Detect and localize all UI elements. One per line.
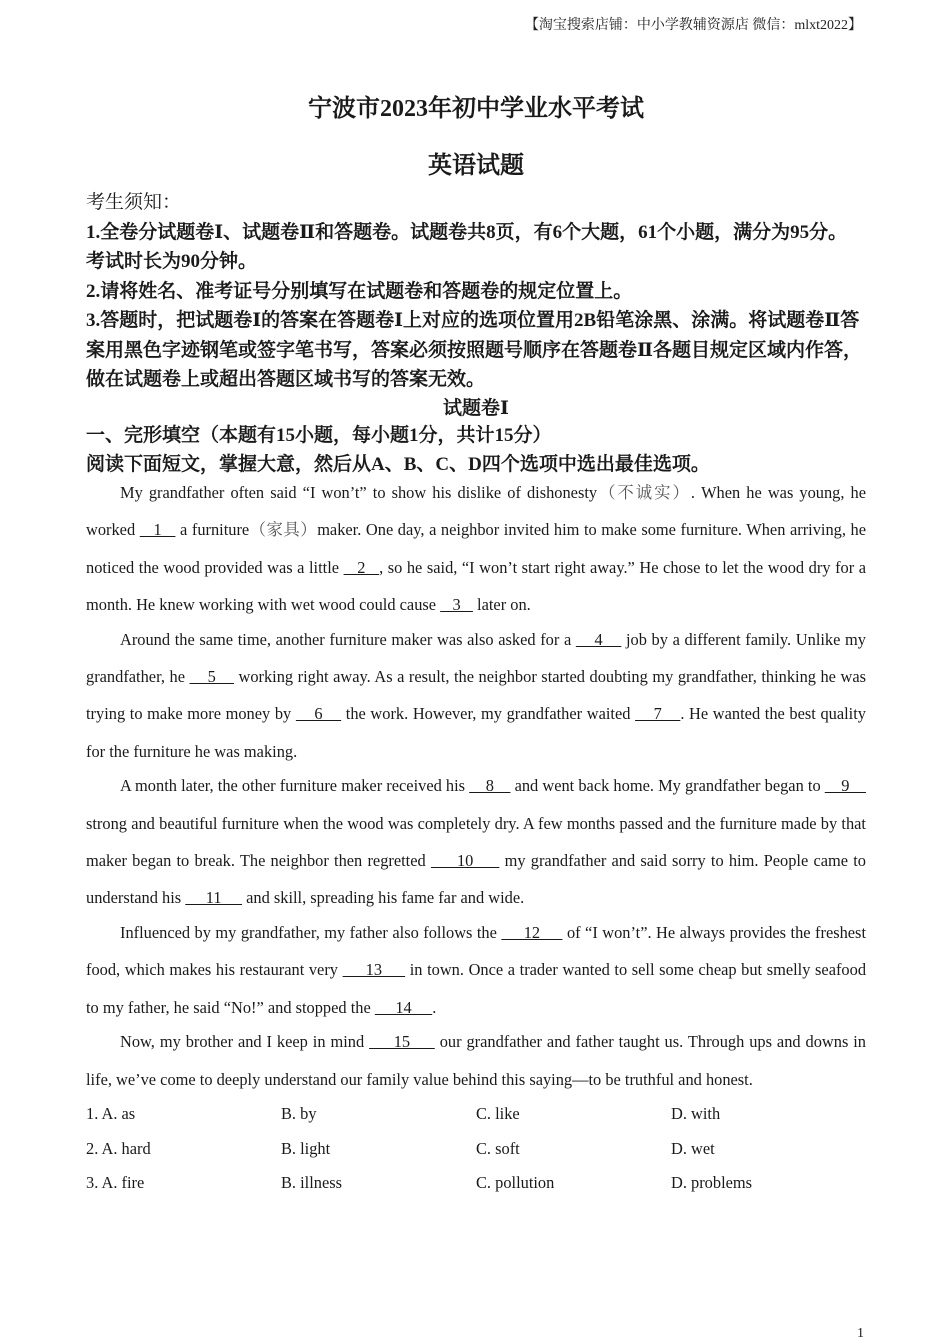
option-a: 3. A. fire [86,1173,145,1193]
cloze-blank: 14 [374,997,433,1017]
text-run: in town. Once a trader wanted to sell some cheap but smelly seafood to my father, he said “No!” and stopped the [86,960,867,1017]
cloze-blank: 4 [575,629,622,649]
section-label: 试题卷Ⅰ [443,398,509,419]
notice-item: 2.请将姓名、准考证号分别填写在试题卷和答题卷的规定位置上。 [86,280,633,302]
text-run: . When he was young, he worked [86,483,867,540]
cloze-blank: 8 [469,776,511,796]
passage-paragraph-4 [86,914,866,1026]
text-run: my grandfather and said sorry to him. People came to understand his [86,851,866,908]
header-note: 【淘宝搜索店铺：中小学教辅资源店 微信：mlxt2022】 [524,18,862,33]
option-row [86,1132,866,1167]
cloze-blank: 9 [824,776,866,796]
text-run: A month later, the other furniture maker received his [120,776,470,796]
text-run: . He wanted the best quality for the furniture he was making. [86,704,866,761]
answer-options [86,1097,866,1201]
option-c: C. pollution [476,1173,555,1193]
cloze-blank: 13 [342,960,406,980]
text-run: . [432,997,437,1017]
text-run: Influenced by my grandfather, my father also follows the [120,922,502,942]
option-row [86,1097,866,1132]
text-run: My grandfather often said “I won’t” to show his dislike of dishonesty [120,483,598,502]
passage-paragraph-2 [86,621,866,771]
text-run: working right away. As a result, the neighbor started doubting my grandfather, thinking he was trying to make more money by [86,667,866,724]
passage-paragraph-5 [86,1023,866,1098]
option-c: C. soft [476,1138,520,1158]
passage-paragraph-3 [86,767,866,917]
cloze-blank: 6 [295,704,342,724]
text-run: Now, my brother and I keep in mind [120,1032,370,1052]
cloze-blank: 5 [189,667,234,687]
part-title: 一、完形填空（本题有15小题，每小题1分，共计15分） [86,425,552,446]
option-d: D. with [671,1104,721,1124]
cloze-blank: 15 [369,1032,435,1052]
text-run: and skill, spreading his fame far and wide. [242,888,525,908]
cloze-blank: 7 [635,704,681,724]
notice-item: 1.全卷分试题卷Ⅰ、试题卷Ⅱ和答题卷。试题卷共8页，有6个大题，61个小题，满分为95分。考试时长为90分钟。 [86,221,848,272]
part-instruction: 阅读下面短文，掌握大意，然后从A、B、C、D四个选项中选出最佳选项。 [86,454,710,475]
text-run: Around the same time, another furniture maker was also asked for a [120,629,576,649]
chinese-gloss: （不诚实） [597,483,691,502]
text-run: our grandfather and father taught us. Through ups and downs in life, we’ve come to deeply understand our family value behind this saying—to be truthful and honest. [86,1032,866,1089]
passage-paragraph-1 [86,474,866,624]
text-run: maker. One day, a neighbor invited him to make some furniture. When arriving, he noticed the wood provided was a little [86,520,867,577]
cloze-blank: 2 [343,557,380,577]
notice-heading: 考生须知： [86,192,182,213]
text-run: of “I won’t”. He always provides the freshest food, which makes his restaurant very [86,922,866,980]
cloze-blank: 3 [440,595,473,615]
exam-title: 宁波市2023年初中学业水平考试 [308,96,644,122]
cloze-blank: 12 [501,922,563,942]
option-b: B. by [281,1104,317,1124]
part-heading [86,421,866,479]
option-c: C. like [476,1104,520,1124]
cloze-blank: 10 [430,851,500,871]
text-run: , so he said, “I won’t start right away.” He chose to let the wood dry for a month. He knew working with wet wood could cause [86,557,866,615]
option-b: B. illness [281,1173,343,1193]
cloze-blank: 11 [185,888,243,908]
cloze-passage [86,474,866,1095]
page-number: 1 [857,1326,864,1341]
chinese-gloss: （家具） [249,520,318,540]
option-b: B. light [281,1138,331,1158]
cloze-blank: 1 [139,520,176,540]
option-row [86,1166,866,1201]
option-d: D. problems [671,1173,753,1193]
option-a: 2. A. hard [86,1138,151,1158]
text-run: and went back home. My grandfather began to [510,776,825,796]
text-run: the work. However, my grandfather waited [341,704,636,724]
text-run: strong and beautiful furniture when the wood was completely dry. A few months passed and the furniture made by that maker began to break. The neighbor then regretted [86,813,866,871]
text-run: job by a different family. Unlike my grandfather, he [86,629,866,687]
text-run: a furniture [175,520,250,540]
notice-item: 3.答题时，把试题卷Ⅰ的答案在答题卷Ⅰ上对应的选项位置用2B铅笔涂黑、涂满。将试题卷Ⅱ答案用黑色字迹钢笔或签字笔书写，答案必须按照题号顺序在答题卷Ⅱ各题目规定区域内作答，做在试题卷上或超出答题区域书写的答案无效。 [86,310,863,390]
exam-subtitle: 英语试题 [428,153,524,179]
option-d: D. wet [671,1138,715,1158]
candidate-notice [86,188,866,395]
option-a: 1. A. as [86,1104,136,1124]
text-run: later on. [472,595,531,615]
